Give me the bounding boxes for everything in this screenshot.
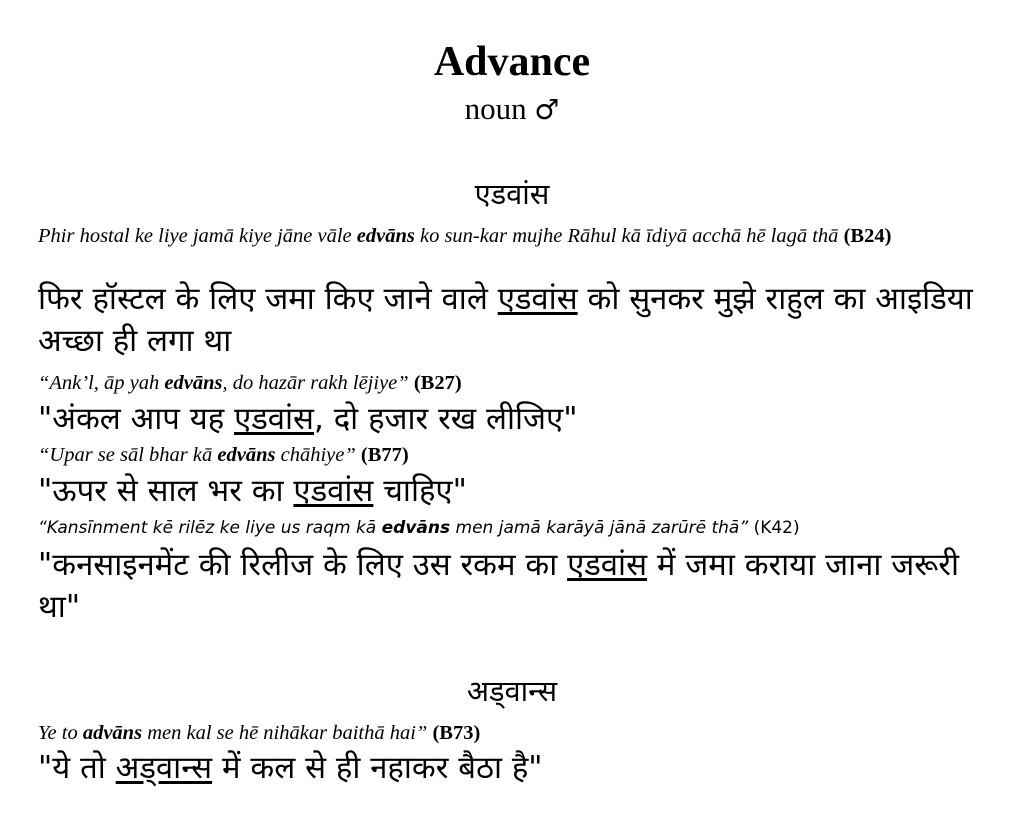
transliteration-line [38,371,988,395]
devanagari-text: में कल से ही नहाकर बैठा है" [212,750,543,786]
devanagari-text: फिर हॉस्टल के लिए जमा किए जाने वाले [38,281,498,317]
devanagari-line [38,747,988,789]
translit-text: “Kansīnment kē rilēz ke liye us raqm kā [38,518,382,538]
pos-label: noun [464,91,527,126]
devanagari-line [38,398,988,440]
source-reference: (B27) [413,372,462,394]
transliteration-line [38,721,988,745]
devanagari-line [38,278,988,362]
devanagari-line [38,470,988,512]
devanagari-text: , दो हजार रख लीजिए" [314,401,578,437]
headword: Advance [433,39,591,85]
devanagari-text: में जमा कराया जाना जरूरी था" [38,547,959,625]
translit-text: Phir hostal ke liye jamā kiye jāne vāle [38,225,357,247]
devanagari-text: "ये तो [38,750,116,786]
devanagari-keyword: एडवांस [567,547,648,583]
devanagari-keyword: अड्वान्स [115,750,213,786]
translit-text: “Upar se sāl bhar kā [38,444,218,466]
devanagari-keyword: एडवांस [497,281,578,317]
translit-keyword: edvāns [164,372,223,394]
translit-text: Ye to [38,722,83,744]
translit-text: men kal se hē nihākar baithā hai” [142,722,428,744]
translit-text: ko sun-kar mujhe Rāhul kā īdiyā acchā hē lagā thā [414,225,839,247]
devanagari-text: चाहिए" [373,473,467,509]
transliteration-line [38,443,988,467]
devanagari-text: "अंकल आप यह [38,401,235,437]
devanagari-line [38,544,988,628]
source-reference: (B24) [843,225,892,247]
devanagari-text: "ऊपर से साल भर का [38,473,294,509]
translit-keyword: edvāns [356,225,415,247]
section-heading: एडवांस [474,177,550,211]
transliteration-line [38,516,988,540]
section-heading: अड्वान्स [466,674,558,708]
translit-text: “Ank’l, āp yah [38,372,165,394]
translit-keyword: advāns [82,722,143,744]
source-reference: (B77) [360,444,409,466]
translit-keyword: edvāns [381,518,451,538]
devanagari-text: "कनसाइनमेंट की रिलीज के लिए उस रकम का [38,547,568,583]
transliteration-line [38,224,988,248]
translit-text: , do hazār rakh lējiye” [222,372,409,394]
translit-keyword: edvāns [217,444,276,466]
masculine-gender-icon: ♂ [534,93,560,126]
translit-text: men jamā karāyā jānā zarūrē thā” [450,518,749,538]
devanagari-text: को सुनकर मुझे राहुल का आइडिया अच्छा ही लगा था [38,281,973,359]
devanagari-keyword: एडवांस [293,473,374,509]
part-of-speech [0,90,1024,129]
source-reference: (B73) [432,722,481,744]
source-reference: (K42) [753,518,800,538]
translit-text: chāhiye” [275,444,356,466]
devanagari-keyword: एडवांस [234,401,315,437]
